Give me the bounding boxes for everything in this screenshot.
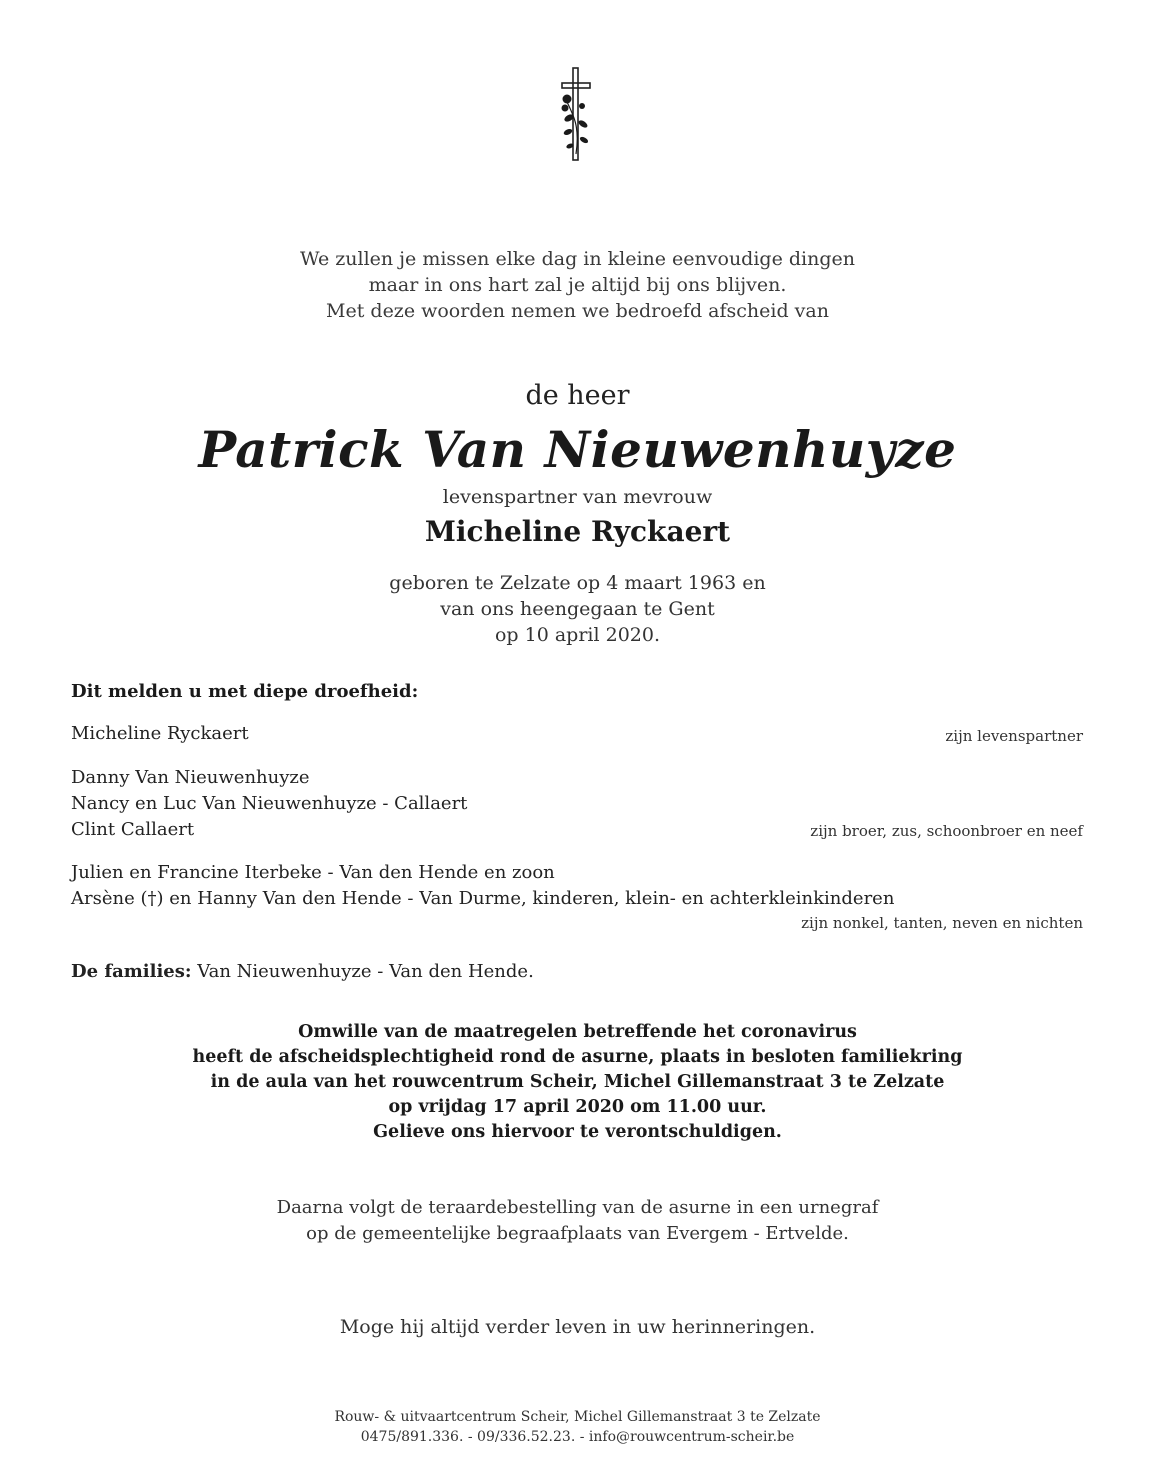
birth-death-line: van ons heengegaan te Gent <box>440 598 715 620</box>
poem-line: We zullen je missen elke dag in kleine eenvoudige dingen <box>299 248 855 270</box>
mourner-name: Clint Callaert <box>71 819 195 840</box>
ceremony-notice <box>0 1020 1155 1145</box>
notice-line: Gelieve ons hiervoor te verontschuldigen. <box>373 1122 782 1142</box>
partner-prefix: levenspartner van mevrouw <box>442 486 713 508</box>
mourner-relation: zijn levenspartner <box>945 727 1083 745</box>
burial-info <box>0 1195 1155 1247</box>
burial-line: Daarna volgt de teraardebestelling van de asurne in een urnegraf <box>276 1197 879 1218</box>
mourner-name: Arsène (†) en Hanny Van den Hende - Van Durme, kinderen, klein- en achterkleinkinderen <box>71 888 895 909</box>
deceased-title: de heer <box>525 380 630 411</box>
families-label: De families: <box>71 961 192 982</box>
birth-death-line: op 10 april 2020. <box>494 624 661 646</box>
footer-contact: 0475/891.336. - 09/336.52.23. - info@rouwcentrum-scheir.be <box>360 1429 795 1445</box>
poem-line: maar in ons hart zal je altijd bij ons blijven. <box>368 274 787 296</box>
deceased-name: Patrick Van Nieuwenhuyze <box>198 420 957 479</box>
burial-line: op de gemeentelijke begraafplaats van Evergem - Ertvelde. <box>306 1223 849 1244</box>
notice-line: Omwille van de maatregelen betreffende het coronavirus <box>298 1022 857 1042</box>
mourner-name: Micheline Ryckaert <box>71 723 249 744</box>
partner-name: Micheline Ryckaert <box>424 515 731 548</box>
families-value: Van Nieuwenhuyze - Van den Hende. <box>191 961 534 982</box>
funeral-home-footer <box>0 1407 1155 1447</box>
memory-line: Moge hij altijd verder leven in uw herinneringen. <box>339 1316 816 1338</box>
notice-line: op vrijdag 17 april 2020 om 11.00 uur. <box>388 1097 767 1117</box>
notice-line: in de aula van het rouwcentrum Scheir, Michel Gillemanstraat 3 te Zelzate <box>210 1072 945 1092</box>
birth-death-info <box>0 570 1155 648</box>
mourner-relation: zijn broer, zus, schoonbroer en neef <box>810 822 1083 840</box>
birth-death-line: geboren te Zelzate op 4 maart 1963 en <box>389 572 766 594</box>
mourner-name: Danny Van Nieuwenhuyze <box>71 767 310 788</box>
mourner-relation: zijn nonkel, tanten, neven en nichten <box>801 914 1083 932</box>
opening-poem <box>0 246 1155 324</box>
cross-with-rose-icon <box>552 66 602 164</box>
announcement-heading: Dit melden u met diepe droefheid: <box>71 681 419 702</box>
poem-line: Met deze woorden nemen we bedroefd afscheid van <box>326 300 829 322</box>
families-line <box>71 961 534 982</box>
mourner-name: Julien en Francine Iterbeke - Van den Hende en zoon <box>71 862 555 883</box>
mourner-name: Nancy en Luc Van Nieuwenhuyze - Callaert <box>71 793 468 814</box>
notice-line: heeft de afscheidsplechtigheid rond de asurne, plaats in besloten familiekring <box>192 1047 963 1067</box>
footer-address: Rouw- & uitvaartcentrum Scheir, Michel Gillemanstraat 3 te Zelzate <box>334 1409 821 1425</box>
